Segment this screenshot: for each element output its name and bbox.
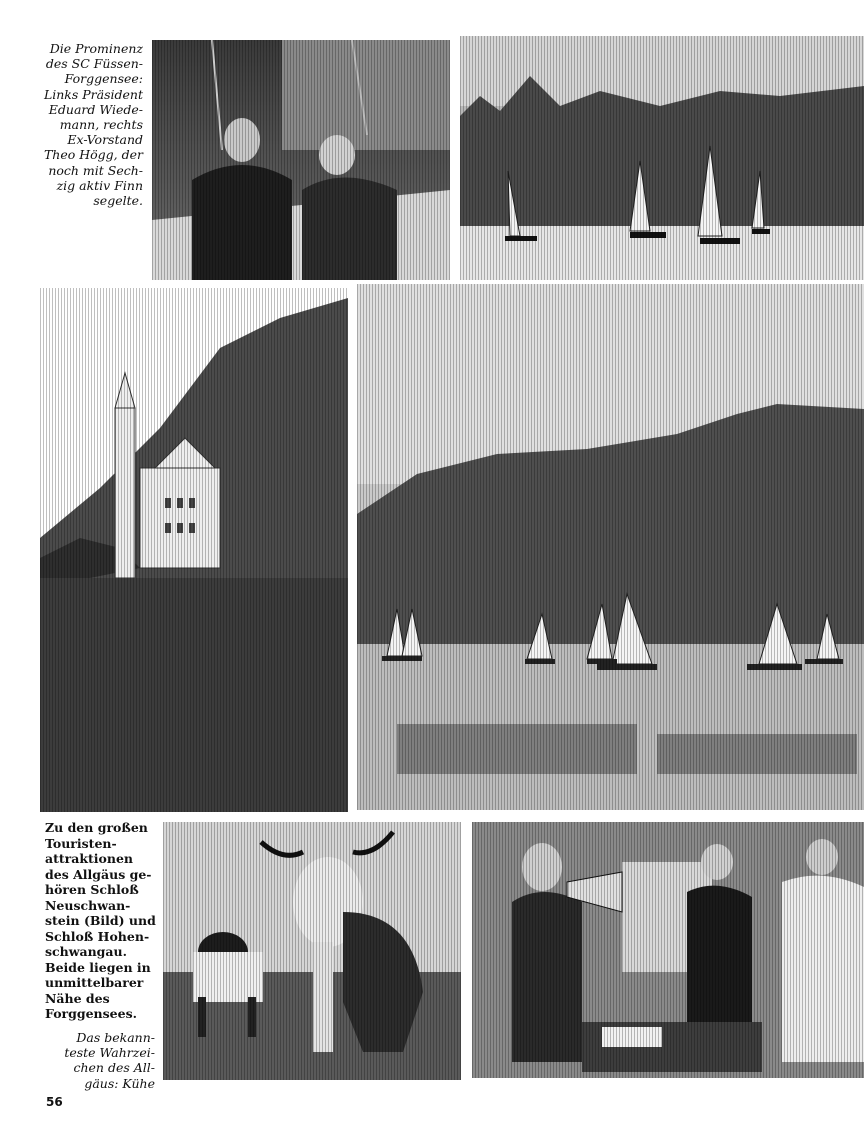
photo-neuschwanstein-castle: [40, 288, 348, 812]
photo-man-with-megaphone: [472, 822, 864, 1078]
photo-allgaeu-cows: [163, 822, 461, 1080]
page-number: 56: [46, 1095, 63, 1109]
caption-club-officials: Die Prominenz des SC Füssen- Forggensee: Links Präsident Eduard Wiede- mann, rechts Ex-Vorstand Theo Högg, der noch mit Sech- zig aktiv Finn segelte.: [43, 41, 143, 209]
caption-cows: Das bekann- teste Wahrzei- chen des All- gäus: Kühe: [64, 1030, 155, 1091]
caption-castle: Zu den großen Touristen- attraktionen des Allgäus ge- hören Schloß Neuschwan- stein (Bild) und Schloß Hohen- schwangau. Beide liegen in unmittelbarer Nähe des Forggensees.: [45, 820, 156, 1021]
photo-sailboats-lake-panorama: [357, 284, 864, 810]
photo-finn-dinghies: [460, 36, 864, 280]
photo-club-officials: [152, 40, 450, 280]
